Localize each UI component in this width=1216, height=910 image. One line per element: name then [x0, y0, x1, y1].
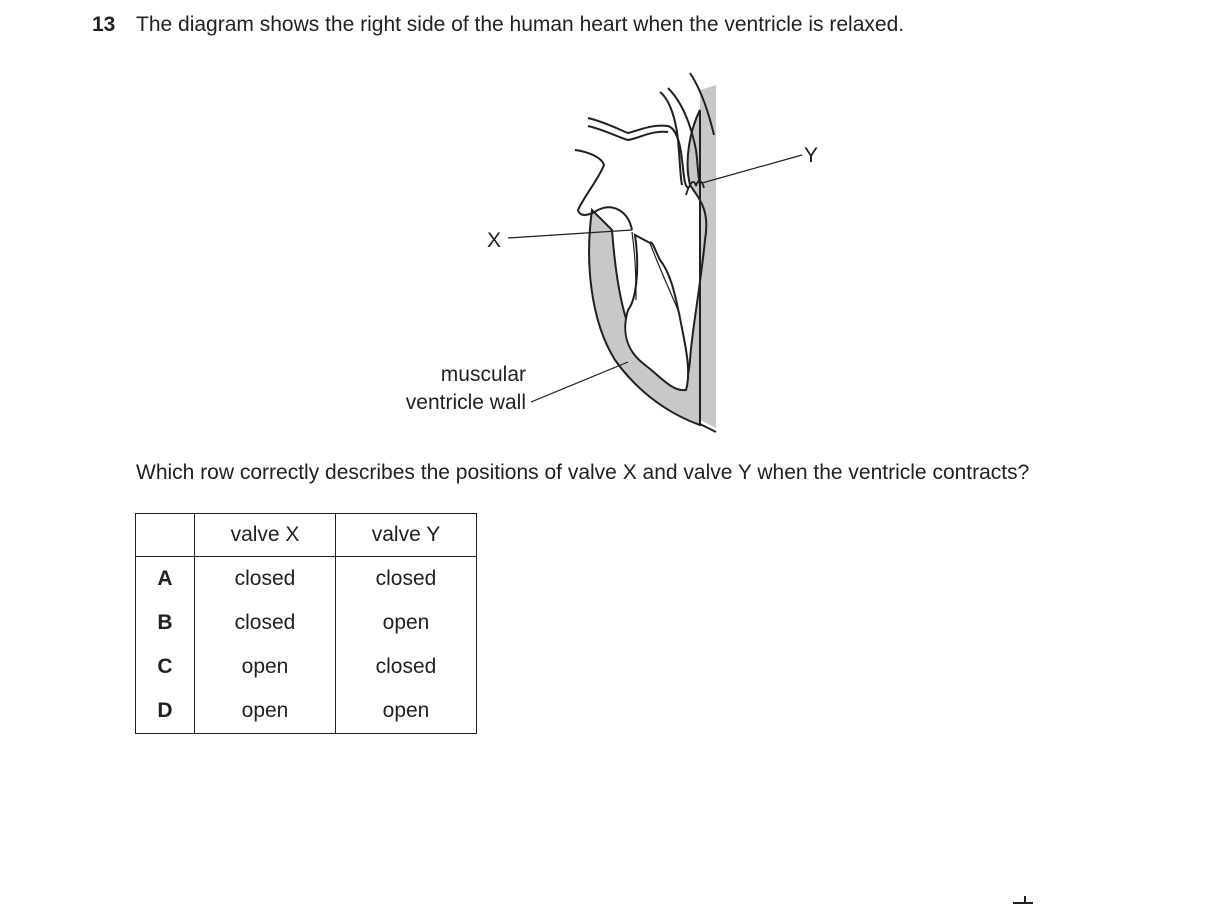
header-cell-valve-x: valve X [195, 514, 336, 557]
question-stem: The diagram shows the right side of the human heart when the ventricle is relaxed. [136, 13, 905, 36]
label-line-wall [531, 362, 628, 402]
row-letter: C [136, 645, 195, 689]
question-prompt: Which row correctly describes the positions of valve X and valve Y when the ventricle contracts? [136, 461, 1030, 484]
row-valve-x: closed [195, 601, 336, 645]
row-valve-x: closed [195, 557, 336, 602]
heart-diagram [380, 60, 840, 440]
pulmonary-artery-left [660, 92, 682, 185]
row-letter: D [136, 689, 195, 734]
answer-table [135, 513, 477, 734]
table-row [136, 689, 477, 734]
label-x: X [487, 229, 502, 252]
vena-cava [588, 118, 688, 188]
label-line-y [702, 155, 802, 183]
table-header-row [136, 514, 477, 557]
header-cell-blank [136, 514, 195, 557]
heart-diagram-svg [380, 60, 840, 440]
header-cell-valve-y: valve Y [336, 514, 477, 557]
row-valve-y: closed [375, 567, 437, 590]
label-y: Y [804, 144, 819, 167]
label-wall-line1: muscular [440, 363, 526, 386]
row-letter: B [136, 601, 195, 645]
table-row [136, 601, 477, 645]
row-valve-y: closed [375, 655, 437, 678]
row-valve-y: open [382, 611, 430, 634]
table-row [136, 645, 477, 689]
row-valve-x: open [195, 689, 336, 734]
question-number: 13 [92, 13, 116, 36]
row-letter: A [136, 557, 195, 602]
row-valve-x: open [195, 645, 336, 689]
table-row [136, 557, 477, 602]
page-corner-mark [1013, 896, 1033, 904]
row-valve-y: open [382, 699, 430, 722]
label-wall-line2: ventricle wall [405, 391, 526, 414]
